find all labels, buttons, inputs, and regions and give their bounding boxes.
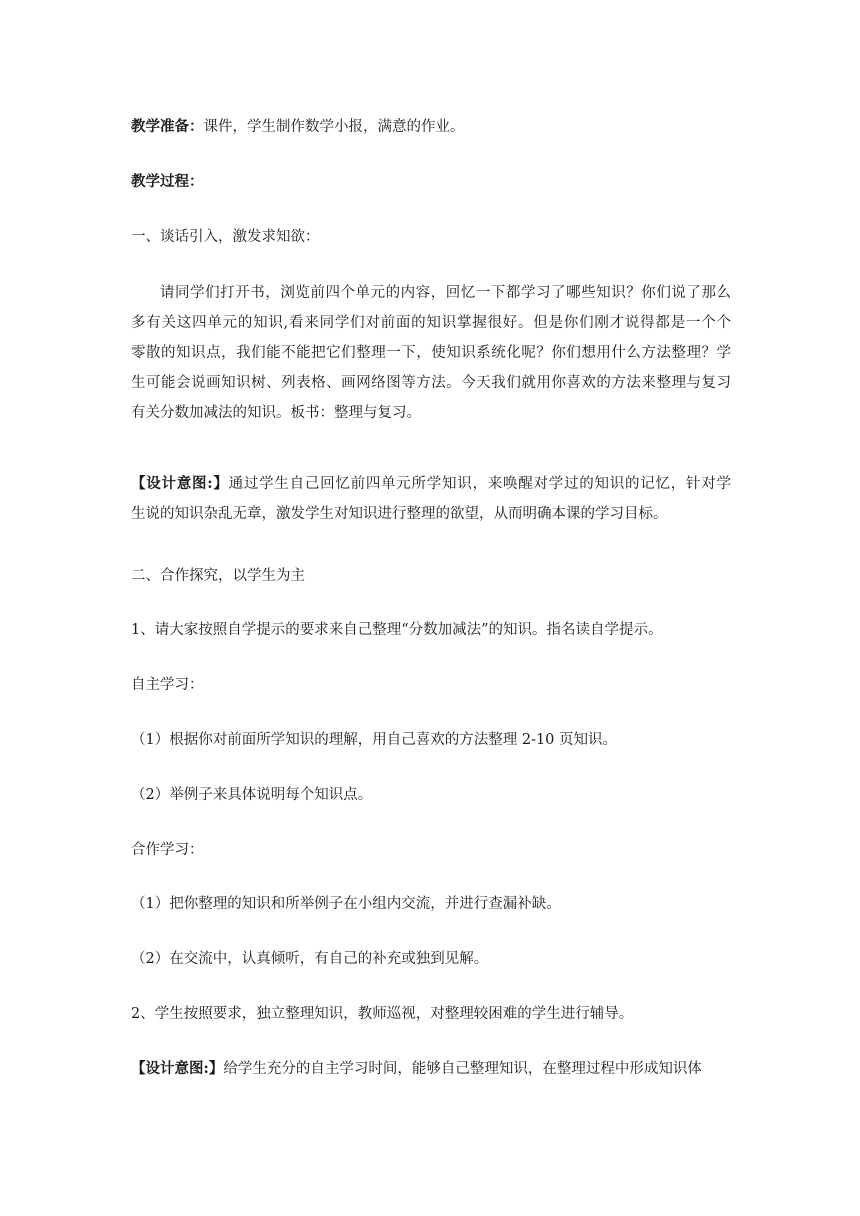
section2-item2: 2、学生按照要求，独立整理知识，教师巡视，对整理较困难的学生进行辅导。 — [131, 1006, 634, 1022]
design-intent-text: 通过学生自己回忆前四单元所学知识，来唤醒对学过的知识的记忆，针对学 — [228, 476, 732, 492]
section1-design-intent — [131, 469, 731, 529]
section1-paragraph — [131, 278, 731, 428]
teaching-prep-text: 课件，学生制作数学小报，满意的作业。 — [203, 119, 465, 135]
coop-study-title: 合作学习： — [131, 842, 204, 858]
design-intent-line — [131, 469, 731, 499]
section2-heading: 二、合作探究，以学生为主 — [131, 568, 305, 584]
teaching-process-title: 教学过程： — [131, 173, 204, 190]
design-intent-label: 【设计意图:】 — [131, 1060, 224, 1077]
design-intent-text: 给学生充分的自主学习时间，能够自己整理知识，在整理过程中形成知识体 — [223, 1061, 702, 1077]
teaching-prep — [131, 117, 731, 137]
coop-study-item: （1）把你整理的知识和所举例子在小组内交流，并进行查漏补缺。 — [131, 896, 561, 912]
paragraph-line: 零散的知识点，我们能不能把它们整理一下，使知识系统化呢？你们想用什么方法整理？学 — [131, 345, 731, 361]
paragraph-line: 有关分数加减法的知识。板书：整理与复习。 — [131, 405, 421, 421]
paragraph-line: 多有关这四单元的知识,看来同学们对前面的知识掌握很好。但是你们刚才说得都是一个个 — [131, 315, 731, 331]
section1-heading: 一、谈话引入，激发求知欲： — [131, 229, 320, 245]
teaching-prep-label: 教学准备： — [131, 118, 204, 135]
self-study-title: 自主学习： — [131, 677, 204, 693]
paragraph-line: 生可能会说画知识树、列表格、画网络图等方法。今天我们就用你喜欢的方法来整理与复习 — [131, 375, 731, 391]
self-study-item: （2）举例子来具体说明每个知识点。 — [131, 787, 373, 803]
self-study-item: （1）根据你对前面所学知识的理解，用自己喜欢的方法整理 2-10 页知识。 — [131, 732, 618, 748]
coop-study-item: （2）在交流中，认真倾听，有自己的补充或独到见解。 — [131, 951, 489, 967]
section2-design-intent — [131, 1059, 731, 1079]
section2-item1: 1、请大家按照自学提示的要求来自己整理“分数加减法”的知识。指名读自学提示。 — [131, 622, 663, 638]
paragraph-line: 请同学们打开书，浏览前四个单元的内容，回忆一下都学习了哪些知识？你们说了那么 — [160, 285, 731, 301]
design-intent-line: 生说的知识杂乱无章，激发学生对知识进行整理的欲望，从而明确本课的学习目标。 — [131, 506, 668, 522]
design-intent-label: 【设计意图:】 — [131, 475, 229, 492]
